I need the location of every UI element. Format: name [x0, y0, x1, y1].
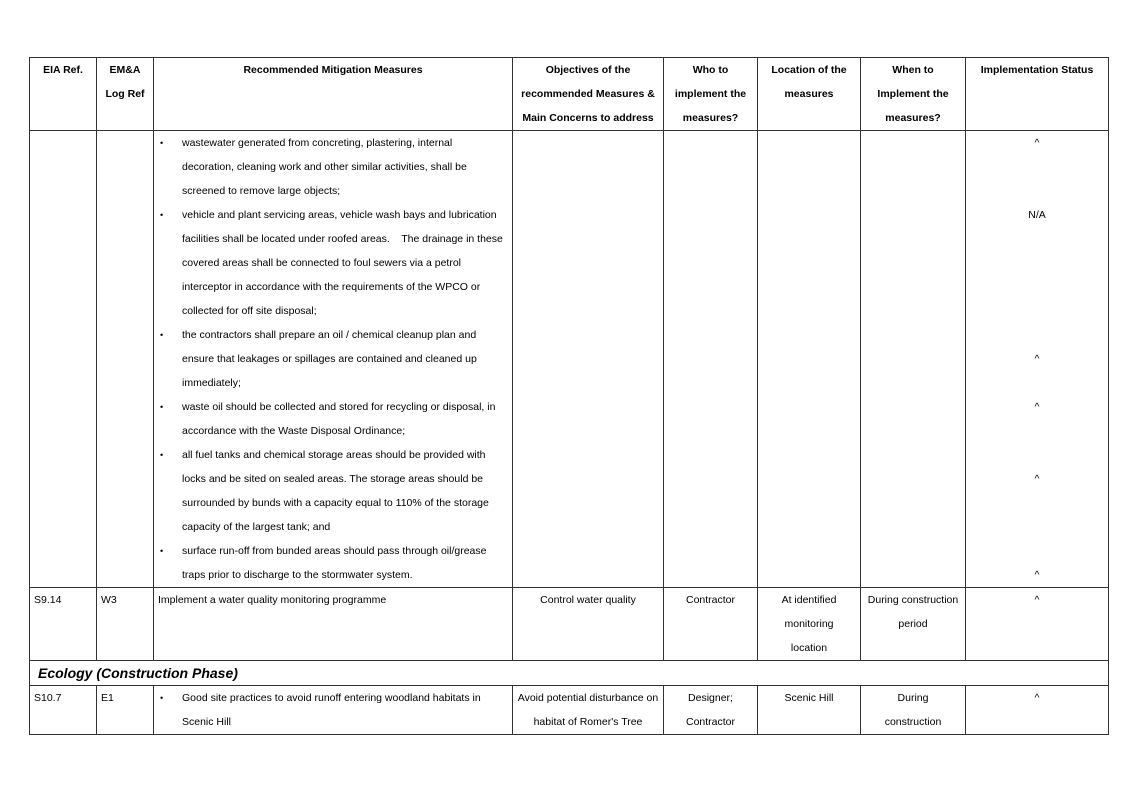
bullet-icon: •	[160, 693, 164, 703]
cell-eia-ref: S10.7	[30, 686, 97, 735]
cell-measures	[154, 131, 513, 588]
cell-objectives	[513, 131, 664, 588]
bullet-icon: •	[160, 546, 164, 556]
cell-when: During construction period	[861, 588, 966, 661]
cell-when: During construction	[861, 686, 966, 735]
bullet-icon: •	[160, 138, 164, 148]
section-title: Ecology (Construction Phase)	[30, 661, 1109, 686]
header-log-ref: EM&A Log Ref	[97, 58, 154, 131]
cell-location: At identified monitoring location	[758, 588, 861, 661]
table-row	[30, 686, 1109, 735]
bullet-icon: •	[160, 330, 164, 340]
bullet-icon: •	[160, 450, 164, 460]
cell-who: Designer; Contractor	[664, 686, 758, 735]
header-measures: Recommended Mitigation Measures	[154, 58, 513, 131]
cell-log-ref: W3	[97, 588, 154, 661]
cell-status: ^	[966, 686, 1109, 735]
list-item: • wastewater generated from concreting, plastering, internal decoration, cleaning work and other similar activities, shall be screened to remove large objects;	[158, 131, 508, 203]
mitigation-measures-table	[29, 57, 1109, 735]
cell-log-ref	[97, 131, 154, 588]
list-item: • the contractors shall prepare an oil / chemical cleanup plan and ensure that leakages or spillages are contained and cleaned up immediately;	[158, 323, 508, 395]
measures-bullet-list	[158, 131, 508, 587]
cell-who	[664, 131, 758, 588]
header-row	[30, 58, 1109, 131]
list-item: • all fuel tanks and chemical storage areas should be provided with locks and be sited on sealed areas. The storage areas should be surrounded by bunds with a capacity equal to 110% of the storage capacity of the largest tank; and	[158, 443, 508, 539]
table-row	[30, 131, 1109, 588]
bullet-icon: •	[160, 402, 164, 412]
header-eia-ref: EIA Ref.	[30, 58, 97, 131]
list-item: • Good site practices to avoid runoff entering woodland habitats in Scenic Hill	[158, 686, 508, 734]
cell-who: Contractor	[664, 588, 758, 661]
header-objectives: Objectives of the recommended Measures & Main Concerns to address	[513, 58, 664, 131]
cell-when	[861, 131, 966, 588]
cell-location	[758, 131, 861, 588]
cell-status	[966, 131, 1109, 588]
status-mark: ^	[1034, 353, 1040, 365]
cell-log-ref: E1	[97, 686, 154, 735]
status-mark: ^	[1034, 473, 1040, 485]
section-header-row	[30, 661, 1109, 686]
cell-measures	[154, 686, 513, 735]
header-who: Who to implement the measures?	[664, 58, 758, 131]
status-mark: N/A	[1028, 209, 1046, 221]
cell-location: Scenic Hill	[758, 686, 861, 735]
bullet-icon: •	[160, 210, 164, 220]
header-status: Implementation Status	[966, 58, 1109, 131]
status-mark: ^	[1034, 401, 1040, 413]
cell-objectives: Control water quality	[513, 588, 664, 661]
cell-objectives: Avoid potential disturbance on habitat of Romer's Tree	[513, 686, 664, 735]
list-item: • vehicle and plant servicing areas, vehicle wash bays and lubrication facilities shall be located under roofed areas. The drainage in these covered areas shall be connected to foul sewers via a petrol interceptor in accordance with the requirements of the WPCO or collected for off site disposal;	[158, 203, 508, 323]
measures-bullet-list	[158, 686, 508, 734]
cell-eia-ref	[30, 131, 97, 588]
table-row	[30, 588, 1109, 661]
header-when: When to Implement the measures?	[861, 58, 966, 131]
list-item: • surface run-off from bunded areas should pass through oil/grease traps prior to discharge to the stormwater system.	[158, 539, 508, 587]
header-location: Location of the measures	[758, 58, 861, 131]
status-mark: ^	[1034, 569, 1040, 581]
cell-status: ^	[966, 588, 1109, 661]
cell-measures: Implement a water quality monitoring programme	[154, 588, 513, 661]
status-mark: ^	[1034, 137, 1040, 149]
cell-eia-ref: S9.14	[30, 588, 97, 661]
list-item: • waste oil should be collected and stored for recycling or disposal, in accordance with the Waste Disposal Ordinance;	[158, 395, 508, 443]
